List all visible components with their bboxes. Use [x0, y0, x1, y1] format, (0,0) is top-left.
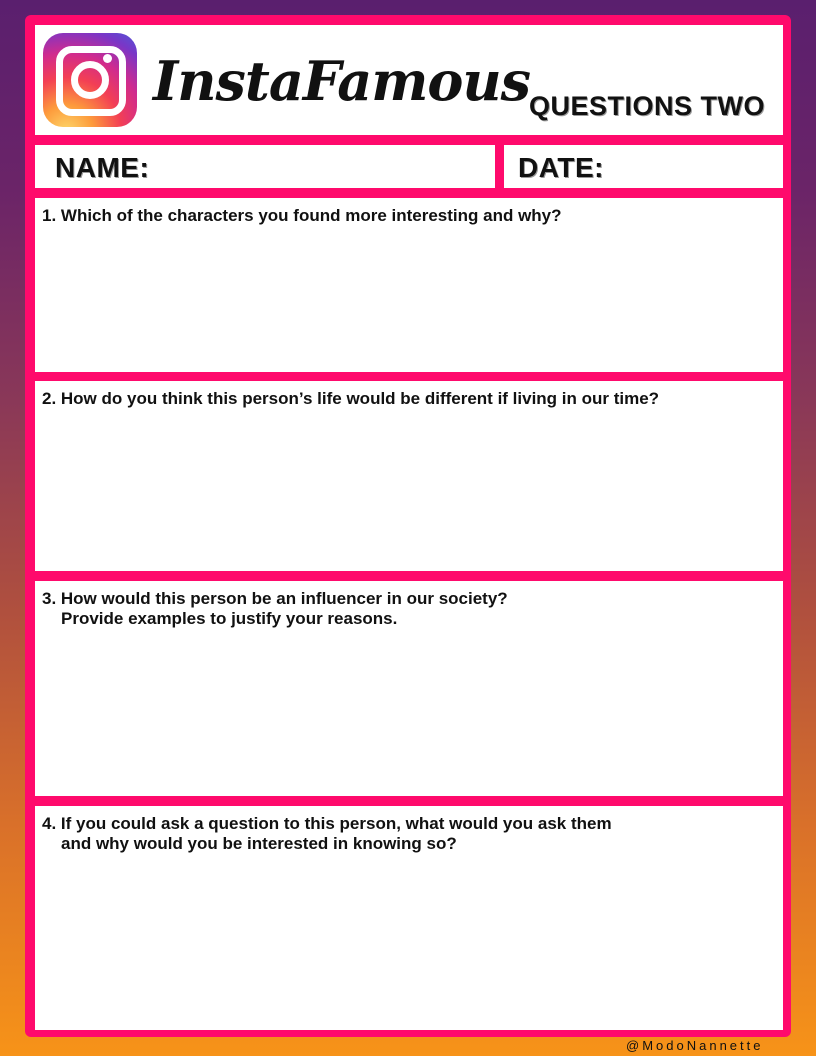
header [35, 25, 783, 135]
name-label: NAME: [55, 152, 150, 183]
logo-lens [71, 61, 109, 99]
date-label: DATE: [518, 152, 604, 183]
question-3-answer-box[interactable] [35, 581, 783, 796]
question-4-answer-box[interactable] [35, 806, 783, 1030]
date-field[interactable] [504, 145, 783, 188]
question-2-line-1: 2. How do you think this person’s life would be different if living in our time? [42, 389, 660, 408]
question-2-text [42, 389, 763, 409]
question-4-text [42, 814, 763, 854]
question-1-text [42, 206, 763, 226]
logo-dot [103, 54, 112, 63]
question-3-text [42, 589, 763, 629]
author-credit: @ModoNannette [626, 1038, 764, 1053]
question-1-answer-box[interactable] [35, 198, 783, 372]
question-3-line-1: 3. How would this person be an influencer in our society? [42, 589, 508, 608]
brand-title: InstaFamous [153, 49, 531, 113]
question-1-line-1: 1. Which of the characters you found more interesting and why? [42, 206, 562, 225]
worksheet-frame [25, 15, 791, 1037]
worksheet-title: QUESTIONS TWO [529, 91, 765, 121]
name-field[interactable] [35, 145, 495, 188]
question-3-line-2: Provide examples to justify your reasons. [61, 609, 398, 628]
question-4-line-1: 4. If you could ask a question to this person, what would you ask them [42, 814, 612, 833]
instagram-logo-icon [43, 33, 137, 127]
question-2-answer-box[interactable] [35, 381, 783, 571]
question-4-line-2: and why would you be interested in knowing so? [61, 834, 457, 853]
